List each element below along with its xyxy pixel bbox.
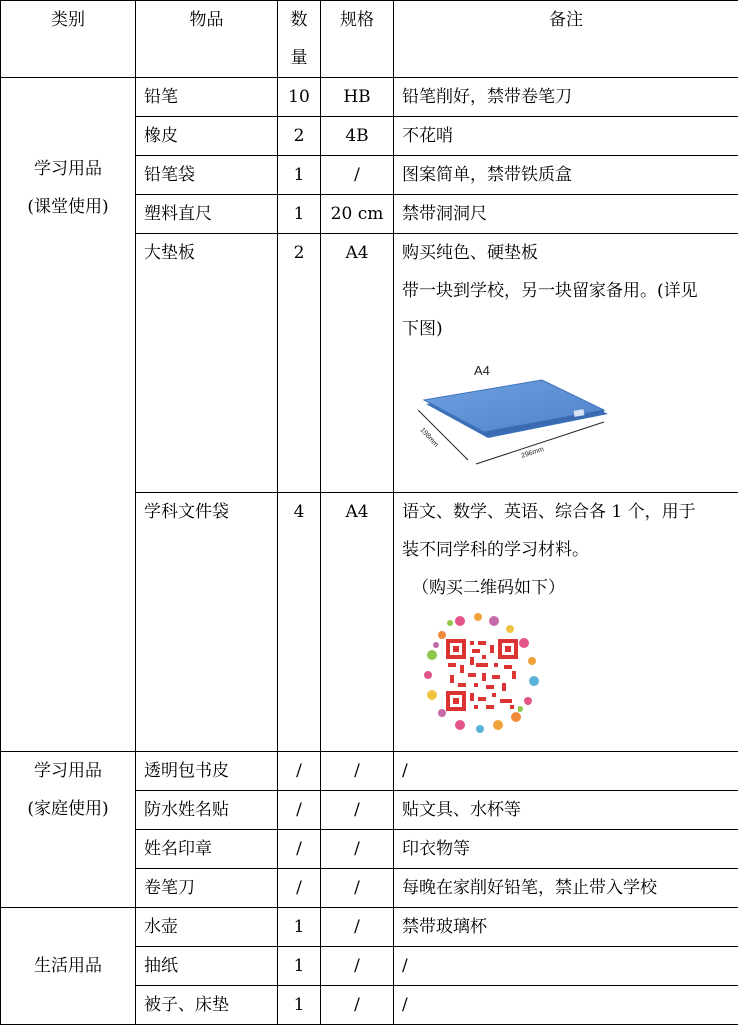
qty-cell: / — [278, 791, 321, 830]
category-cell — [1, 752, 136, 908]
note-cell: 每晚在家削好铅笔，禁止带入学校 — [394, 869, 738, 908]
header-category: 类别 — [1, 1, 136, 78]
item-cell: 铅笔 — [136, 78, 278, 117]
note-cell: / — [394, 986, 738, 1025]
width-label: 296mm — [520, 446, 545, 460]
category-cell — [1, 78, 136, 752]
qty-cell: 10 — [278, 78, 321, 117]
note-cell — [394, 493, 738, 752]
spec-cell: A4 — [321, 493, 394, 752]
item-cell: 铅笔袋 — [136, 156, 278, 195]
note-line: 下图) — [402, 310, 738, 348]
category-label: 学习用品 — [1, 752, 135, 790]
spec-cell: / — [321, 156, 394, 195]
height-label: 198mm — [419, 427, 440, 449]
note-cell: 不花哨 — [394, 117, 738, 156]
note-cell — [394, 234, 738, 493]
spec-cell: / — [321, 947, 394, 986]
note-cell: 铅笔削好，禁带卷笔刀 — [394, 78, 738, 117]
item-cell: 卷笔刀 — [136, 869, 278, 908]
note-cell: 图案简单，禁带铁质盒 — [394, 156, 738, 195]
item-cell: 防水姓名贴 — [136, 791, 278, 830]
header-qty-line1: 数 — [278, 1, 320, 39]
table-row — [1, 78, 738, 117]
item-cell: 塑料直尺 — [136, 195, 278, 234]
item-cell: 大垫板 — [136, 234, 278, 493]
qr-code-image — [420, 609, 544, 737]
qr-caption: （购买二维码如下） — [402, 569, 738, 607]
header-spec: 规格 — [321, 1, 394, 78]
header-note: 备注 — [394, 1, 738, 78]
category-label: 学习用品 — [1, 150, 135, 188]
category-sublabel: (课堂使用) — [1, 188, 135, 226]
note-line: 购买纯色、硬垫板 — [402, 234, 738, 272]
category-sublabel: (家庭使用) — [1, 790, 135, 828]
item-cell: 姓名印章 — [136, 830, 278, 869]
qty-cell: 2 — [278, 234, 321, 493]
qty-cell: 1 — [278, 986, 321, 1025]
header-item: 物品 — [136, 1, 278, 78]
category-cell: 生活用品 — [1, 908, 136, 1025]
spec-cell: / — [321, 986, 394, 1025]
board-top — [424, 380, 604, 432]
a4-board-illustration — [412, 354, 612, 480]
spec-cell: / — [321, 908, 394, 947]
spec-cell: 4B — [321, 117, 394, 156]
header-qty — [278, 1, 321, 78]
table-row — [1, 752, 738, 791]
item-cell: 水壶 — [136, 908, 278, 947]
spec-cell: 20 cm — [321, 195, 394, 234]
item-cell: 透明包书皮 — [136, 752, 278, 791]
qty-cell: 1 — [278, 908, 321, 947]
note-line: 装不同学科的学习材料。 — [402, 531, 738, 569]
qty-cell: 1 — [278, 947, 321, 986]
note-cell: / — [394, 752, 738, 791]
qty-cell: 4 — [278, 493, 321, 752]
note-cell: / — [394, 947, 738, 986]
table-row — [1, 908, 738, 947]
header-row — [1, 1, 738, 78]
note-line: 带一块到学校，另一块留家备用。(详见 — [402, 272, 738, 310]
note-cell: 贴文具、水杯等 — [394, 791, 738, 830]
item-cell: 学科文件袋 — [136, 493, 278, 752]
spec-cell: / — [321, 830, 394, 869]
spec-cell: HB — [321, 78, 394, 117]
note-line: 语文、数学、英语、综合各 1 个，用于 — [402, 493, 738, 531]
spec-cell: / — [321, 869, 394, 908]
note-cell: 禁带玻璃杯 — [394, 908, 738, 947]
qr-matrix — [446, 639, 518, 711]
note-cell: 印衣物等 — [394, 830, 738, 869]
spec-cell: / — [321, 791, 394, 830]
item-cell: 被子、床垫 — [136, 986, 278, 1025]
qty-cell: / — [278, 752, 321, 791]
item-cell: 抽纸 — [136, 947, 278, 986]
header-qty-line2: 量 — [278, 39, 320, 77]
qty-cell: 1 — [278, 195, 321, 234]
a4-label: A4 — [474, 363, 490, 378]
qty-cell: 2 — [278, 117, 321, 156]
spec-cell: / — [321, 752, 394, 791]
qty-cell: 1 — [278, 156, 321, 195]
item-cell: 橡皮 — [136, 117, 278, 156]
note-cell: 禁带洞洞尺 — [394, 195, 738, 234]
spec-cell: A4 — [321, 234, 394, 493]
qty-cell: / — [278, 830, 321, 869]
qty-cell: / — [278, 869, 321, 908]
